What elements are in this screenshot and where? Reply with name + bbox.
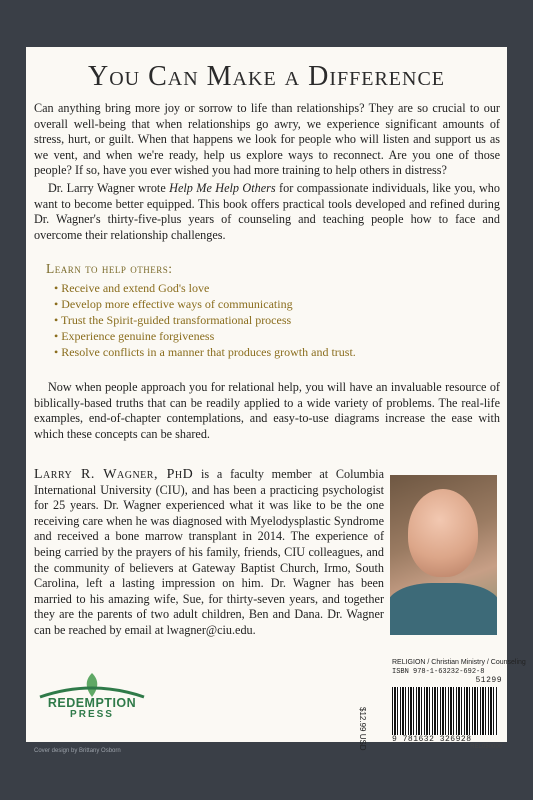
author-name: Larry R. Wagner, PhD bbox=[34, 467, 194, 482]
subject-code: REL050000 bbox=[470, 744, 502, 750]
learn-item: • Resolve conflicts in a manner that produces growth and trust. bbox=[54, 344, 356, 360]
cover-title: You Can Make a Difference bbox=[87, 61, 445, 92]
category-label: RELIGION / Christian Ministry / Counseling bbox=[392, 659, 526, 666]
publisher-name-line1: REDEMPTION bbox=[47, 696, 137, 710]
publisher-name-line2: PRESS bbox=[70, 709, 114, 720]
author-shirt bbox=[390, 583, 497, 635]
book-paragraph-start: Dr. Larry Wagner wrote bbox=[48, 181, 170, 195]
author-head bbox=[408, 489, 478, 577]
price-code: 51299 bbox=[475, 676, 502, 685]
publisher-name bbox=[36, 697, 148, 721]
leaf-icon bbox=[36, 671, 148, 699]
cover-credit: Cover design by Brittany Osborn bbox=[34, 748, 121, 754]
author-bio bbox=[34, 467, 384, 639]
isbn-label: ISBN 978-1-63232-692-8 bbox=[392, 668, 485, 676]
publisher-logo bbox=[36, 671, 148, 721]
author-bio-text: is a faculty member at Columbia International University (CIU), and has been a practicing psychologist for 25 years. Dr. Wagner experienced what it was like to be the one receiving care when he was diagnosed with Myelodysplastic Syndrome and received a bone marrow transplant in 2014. The experience of being carried by the prayers of his family, friends, CIU colleagues, and the community of believers at Gateway Baptist Church, Irmo, South Carolina, left a lasting impression on him. Dr. Wagner has been married to his amazing wife, Sue, for thirty-seven years, and together they are the parents of two adult children, Ben and Dana. Dr. Wagner can be reached by email at lwagner@ciu.edu. bbox=[34, 467, 384, 637]
book-paragraph-end: for compassionate individuals, like you, who want to become better equipped. This book offers practical tools developed and refined during Dr. Wagner's thirty-five-plus years of counseling and teaching people how to face and overcome their relationship challenges. bbox=[34, 181, 500, 242]
closing-paragraph: Now when people approach you for relational help, you will have an invaluable resource of biblically-based truths that can be readily applied to a wide variety of problems. The real-life examples, end-of-chapter contemplations, and easy-to-use diagrams increase the ease with which these concepts can be shared. bbox=[34, 380, 500, 441]
learn-item: • Experience genuine forgiveness bbox=[54, 328, 356, 344]
barcode-block bbox=[392, 659, 526, 750]
book-title: Help Me Help Others bbox=[169, 181, 276, 195]
book-paragraph bbox=[34, 181, 500, 243]
learn-item: • Trust the Spirit-guided transformational process bbox=[54, 312, 356, 328]
barcode-number: 9 781632 326928 bbox=[392, 735, 472, 744]
intro-paragraph: Can anything bring more joy or sorrow to life than relationships? They are so crucial to our overall well-being that when relationships go awry, we experience significant amounts of stress, hurt, or guilt. When that happens we look for people who will listen and support us as we vent, and when we're ready, help us explore ways to reconnect. Are you one of those people? If so, have you ever wished you had more training to help others in distress? bbox=[34, 101, 500, 178]
learn-item: • Receive and extend God's love bbox=[54, 280, 356, 296]
learn-item: • Develop more effective ways of communicating bbox=[54, 296, 356, 312]
learn-list bbox=[54, 280, 356, 360]
learn-heading: Learn to help others: bbox=[46, 261, 173, 276]
author-photo bbox=[390, 475, 497, 635]
barcode-bars bbox=[392, 687, 498, 735]
price-label: $12.99 USD bbox=[358, 707, 367, 751]
